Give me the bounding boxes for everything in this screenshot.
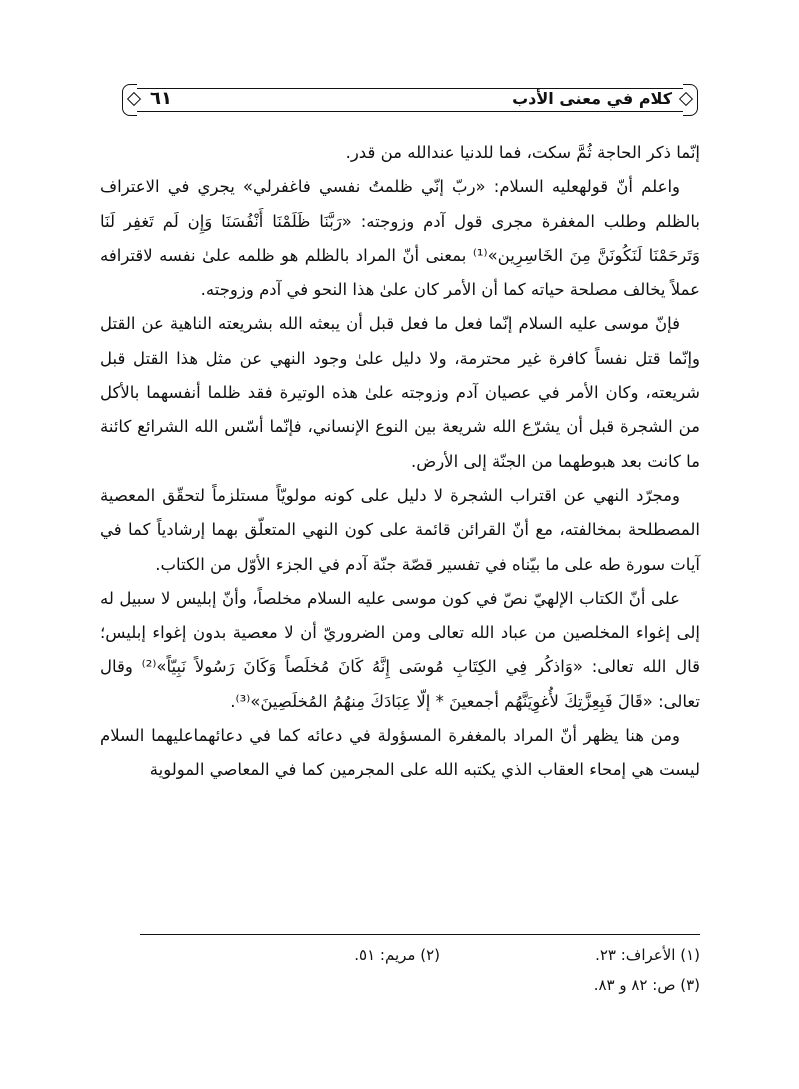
page-number: ٦١ bbox=[150, 88, 172, 109]
paragraph: ومن هنا يظهر أنّ المراد بالمغفرة المسؤولة في دعائه كما في دعائهماعليهما السلام ليست هي إمحاء العقاب الذي يكتبه الله على المجرمين كما في المعاصي المولوية bbox=[100, 726, 700, 780]
header-ornament-right bbox=[683, 84, 698, 116]
footnote-row bbox=[100, 970, 700, 1000]
paragraph: على أنّ الكتاب الإلهيّ نصّ في كون موسى عليه السلام مخلصاً، وأنّ إبليس لا سبيل له إلى إغواء المخلصين من عباد الله تعالى ومن الضروريّ أن لا معصية بدون إغواء إبليس؛ قال الله تعالى: «وَاذكُر فِي الكِتَابِ مُوسَى إِنَّهُ كَانَ مُخلَصاً وَكَانَ رَسُولاً نَبِيّاً»⁽²⁾ وقال تعالى: «قَالَ فَبِعِزَّتِكَ لأُغوِيَنَّهُم أجمعينَ * إلّا عِبَادَكَ مِنهُمُ المُخلَصِينَ»⁽³⁾. bbox=[100, 588, 700, 711]
paragraph: ومجرّد النهي عن اقتراب الشجرة لا دليل على كونه مولويّاً مستلزماً لتحقّق المعصية المصطلحة بمخالفته، مع أنّ القرائن قائمة على كون النهي المتعلّق بهما إرشادياً كما في آيات سورة طه على ما بيّناه في تفسير قصّة جنّة آدم في الجزء الأوّل من الكتاب. bbox=[100, 485, 700, 574]
footnote-3: (٣) ص: ٨٢ و ٨٣. bbox=[593, 976, 700, 994]
footnote-1: (١) الأعراف: ٢٣. bbox=[595, 946, 700, 964]
paragraph: فإنّ موسى عليه السلام إنّما فعل ما فعل قبل أن يبعثه الله بشريعته الناهية عن القتل وإنّما قتل نفساً كافرة غير محترمة، ولا دليل علىٰ وجود النهي عن مثل هذا القتل قبل شريعته، وكان الأمر في عصيان آدم وزوجته علىٰ هذه الوتيرة فقد ظلما أنفسهما بالأكل من الشجرة قبل أن يشرّع الله شريعة بين النوع الإنساني، فإنّما أسّس الله الشرائع كائنة ما كانت بعد هبوطهما من الجنّة إلى الأرض. bbox=[100, 314, 700, 471]
paragraph: إنّما ذكر الحاجة ثُمَّ سكت، فما للدنيا عندالله من قدر. bbox=[345, 143, 700, 162]
footnote-2: (٢) مريم: ٥١. bbox=[354, 946, 440, 964]
footnote-separator bbox=[140, 934, 700, 935]
footnote-row bbox=[100, 940, 700, 970]
chapter-title: كلام في معنى الأدب bbox=[512, 89, 672, 108]
header-ornament-left bbox=[122, 84, 137, 116]
footnotes bbox=[100, 940, 700, 1000]
main-text bbox=[100, 136, 700, 788]
running-header bbox=[120, 78, 700, 120]
header-rule-bottom bbox=[136, 111, 684, 112]
paragraph: واعلم أنّ قولهعليه السلام: «ربّ إنّي ظلمتُ نفسي فاغفرلي» يجري في الاعتراف بالظلم وطلب المغفرة مجرى قول آدم وزوجته: «رَبَّنَا ظَلَمْنَا أَنْفُسَنَا وَإِن لَم تَغفِر لَنَا وَتَرحَمْنَا لَنَكُونَنَّ مِنَ الخَاسِرِين»⁽¹⁾ بمعنى أنّ المراد بالظلم هو ظلمه علىٰ نفسه لاقترافه عملاً يخالف مصلحة حياته كما أن الأمر كان علىٰ هذا النحو في آدم وزوجته. bbox=[100, 177, 701, 300]
